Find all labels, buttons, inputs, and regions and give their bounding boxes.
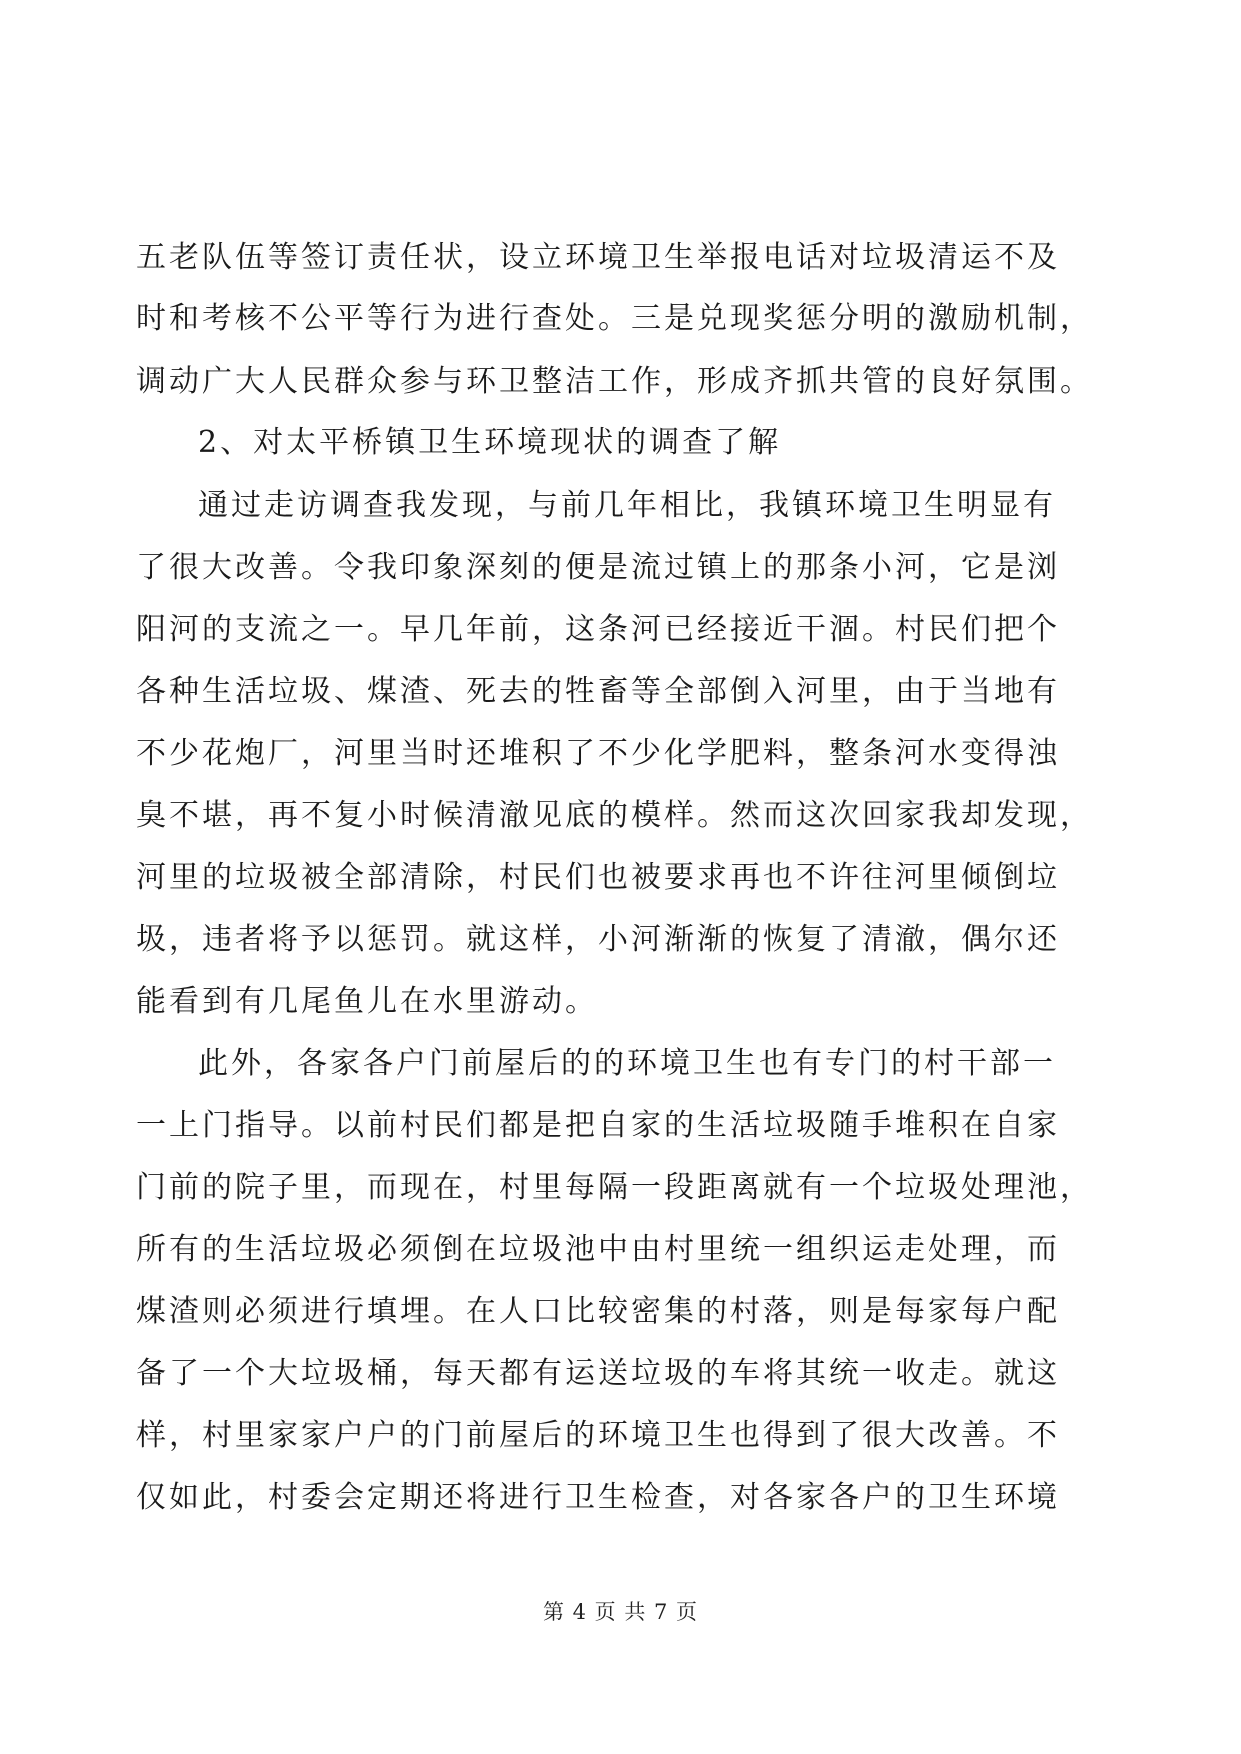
text-line: 调动广大人民群众参与环卫整洁工作，形成齐抓共管的良好氛围。 [136, 364, 1093, 399]
text-line: 各种生活垃圾、煤渣、死去的牲畜等全部倒入河里，由于当地有 [136, 674, 1060, 709]
text-line: 门前的院子里，而现在，村里每隔一段距离就有一个垃圾处理池， [136, 1170, 1093, 1205]
text-line: 煤渣则必须进行填埋。在人口比较密集的村落，则是每家每户配 [136, 1294, 1060, 1329]
text-line: 圾，违者将予以惩罚。就这样，小河渐渐的恢复了清澈，偶尔还 [136, 922, 1060, 957]
text-line: 了很大改善。令我印象深刻的便是流过镇上的那条小河，它是浏 [136, 550, 1060, 585]
text-line: 备了一个大垃圾桶，每天都有运送垃圾的车将其统一收走。就这 [136, 1356, 1060, 1391]
text-line: 所有的生活垃圾必须倒在垃圾池中由村里统一组织运走处理，而 [136, 1232, 1060, 1267]
text-line: 不少花炮厂，河里当时还堆积了不少化学肥料，整条河水变得浊 [136, 736, 1060, 771]
paragraph-start: 此外，各家各户门前屋后的的环境卫生也有专门的村干部一 [198, 1046, 1056, 1081]
text-line: 仅如此，村委会定期还将进行卫生检查，对各家各户的卫生环境 [136, 1480, 1060, 1515]
section-heading: 2、对太平桥镇卫生环境现状的调查了解 [198, 425, 782, 460]
text-line: 阳河的支流之一。早几年前，这条河已经接近干涸。村民们把个 [136, 612, 1060, 647]
text-line: 臭不堪，再不复小时候清澈见底的模样。然而这次回家我却发现， [136, 798, 1093, 833]
text-line: 样，村里家家户户的门前屋后的环境卫生也得到了很大改善。不 [136, 1418, 1060, 1453]
page-number-footer: 第 4 页 共 7 页 [542, 1600, 699, 1624]
text-line: 一上门指导。以前村民们都是把自家的生活垃圾随手堆积在自家 [136, 1108, 1060, 1143]
text-line: 能看到有几尾鱼儿在水里游动。 [136, 984, 598, 1019]
paragraph-start: 通过走访调查我发现，与前几年相比，我镇环境卫生明显有 [198, 488, 1056, 523]
text-line: 时和考核不公平等行为进行查处。三是兑现奖惩分明的激励机制， [136, 301, 1093, 336]
text-line: 河里的垃圾被全部清除，村民们也被要求再也不许往河里倾倒垃 [136, 860, 1060, 895]
text-line: 五老队伍等签订责任状，设立环境卫生举报电话对垃圾清运不及 [136, 240, 1060, 275]
